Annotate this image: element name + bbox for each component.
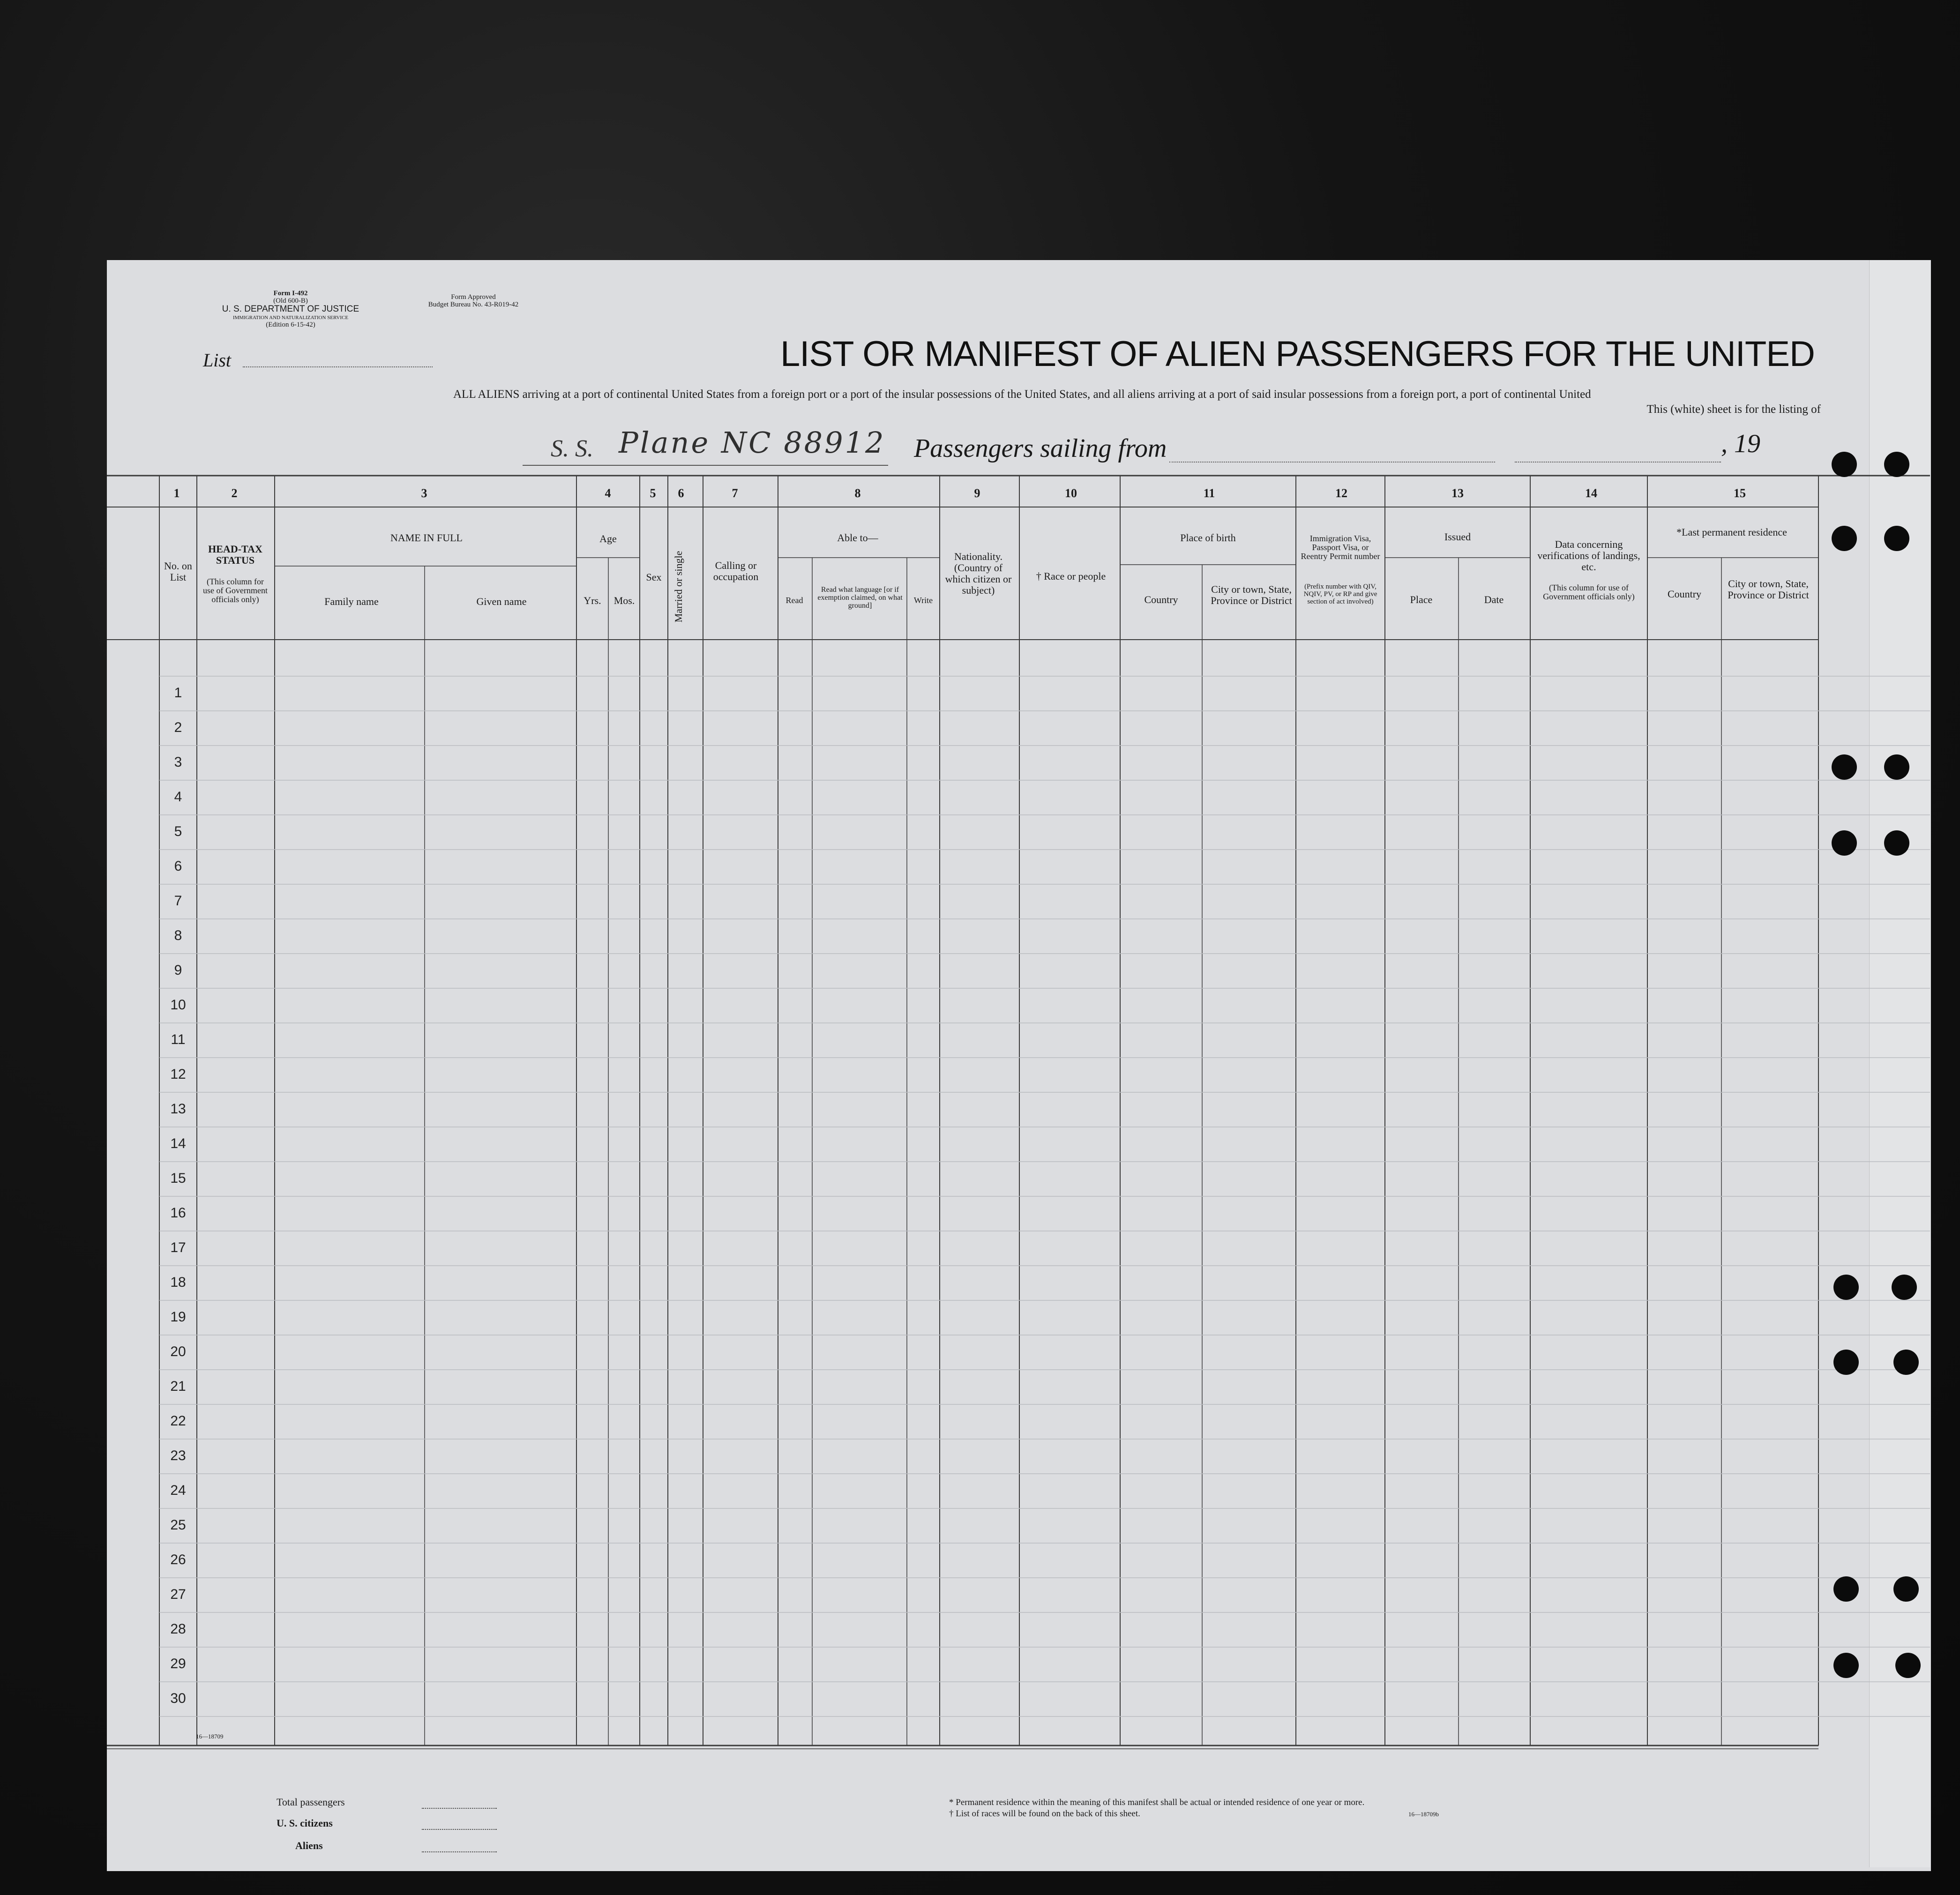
- row-number: 15: [170, 1171, 186, 1186]
- budget-bureau: Budget Bureau No. 43-R019-42: [428, 301, 519, 308]
- column-number-15: 15: [1734, 486, 1746, 500]
- subtitle-line-1: ALL ALIENS arriving at a port of continental United States from a foreign port or a port of the insular possessions of the United States, and all aliens arriving at a port of said insular possessions from a foreign port, a port of continental United: [453, 388, 1591, 401]
- column-number-7: 7: [732, 486, 738, 500]
- row-number: 16: [170, 1205, 186, 1221]
- row-number: 27: [170, 1587, 186, 1602]
- punch-hole: [1833, 1350, 1859, 1375]
- punch-hole: [1884, 452, 1909, 477]
- punch-hole: [1892, 1275, 1917, 1300]
- punch-hole: [1832, 754, 1857, 780]
- punch-hole: [1893, 1576, 1919, 1602]
- header-visa-note: (Prefix number with QIV, NQIV, PV, or RP and give section of act involved): [1303, 583, 1377, 605]
- row-number: 26: [170, 1552, 186, 1567]
- row-number: 23: [170, 1448, 186, 1463]
- column-number-6: 6: [678, 486, 684, 500]
- header-age-years: Yrs.: [584, 595, 601, 606]
- header-name-in-full: NAME IN FULL: [390, 532, 463, 544]
- aliens-label: Aliens: [295, 1840, 323, 1851]
- us-citizens-label: U. S. citizens: [277, 1817, 333, 1829]
- row-number: 21: [170, 1379, 186, 1394]
- punch-hole: [1884, 830, 1909, 856]
- column-number-5: 5: [650, 486, 656, 500]
- service-name: IMMIGRATION AND NATURALIZATION SERVICE: [232, 315, 349, 321]
- column-number-2: 2: [231, 486, 238, 500]
- column-number-11: 11: [1203, 486, 1215, 500]
- column-number-9: 9: [974, 486, 980, 500]
- column-number-3: 3: [421, 486, 427, 500]
- row-number: 9: [174, 962, 182, 978]
- old-form-number: (Old 600-B): [273, 297, 308, 305]
- header-residence-city: City or town, State, Province or District: [1728, 578, 1809, 601]
- header-married-or-single: Married or single: [673, 551, 684, 623]
- punch-hole: [1884, 754, 1909, 780]
- aliens-field[interactable]: [422, 1851, 497, 1852]
- page-title: LIST OR MANIFEST OF ALIEN PASSENGERS FOR THE UNITED: [780, 334, 1815, 374]
- row-number: 14: [170, 1136, 186, 1151]
- row-number: 22: [170, 1413, 186, 1429]
- printer-mark-footer: 16—18709b: [1408, 1811, 1439, 1818]
- column-number-1: 1: [173, 486, 180, 500]
- header-read-what-language: Read what language [or if exemption claimed, on what ground]: [817, 586, 903, 610]
- header-no-on-list: No. on List: [164, 560, 192, 583]
- row-number: 2: [174, 720, 182, 735]
- header-issued-date: Date: [1484, 594, 1504, 605]
- row-number: 4: [174, 789, 182, 805]
- row-number: 17: [170, 1240, 186, 1255]
- footnote-races: † List of races will be found on the back of this sheet.: [949, 1809, 1140, 1819]
- total-passengers-label: Total passengers: [277, 1796, 345, 1808]
- punch-hole: [1833, 1653, 1859, 1678]
- sailing-from-label: Passengers sailing from: [914, 434, 1167, 463]
- row-number: 30: [170, 1691, 186, 1706]
- header-birth-city: City or town, State, Province or District: [1211, 583, 1292, 606]
- row-number: 24: [170, 1483, 186, 1498]
- punch-hole: [1895, 1653, 1921, 1678]
- punch-hole: [1832, 452, 1857, 477]
- footnote-permanent-residence: * Permanent residence within the meaning of this manifest shall be actual or intended residence of one year or more.: [949, 1798, 1365, 1807]
- row-number: 6: [174, 858, 182, 874]
- row-number: 11: [171, 1032, 186, 1047]
- header-read: Read: [785, 596, 803, 605]
- column-number-4: 4: [605, 486, 611, 500]
- vessel-name-handwritten[interactable]: Plane NC 88912: [619, 425, 886, 460]
- row-number: 7: [174, 893, 182, 909]
- header-head-tax: HEAD-TAX STATUS: [208, 543, 262, 566]
- column-number-12: 12: [1335, 486, 1347, 500]
- header-sex: Sex: [646, 571, 662, 583]
- subtitle-line-2: This (white) sheet is for the listing of: [1646, 403, 1821, 416]
- form-number: Form I-492: [273, 290, 308, 297]
- row-number: 10: [170, 997, 186, 1013]
- punch-hole: [1833, 1576, 1859, 1602]
- printer-mark: 16—18709: [196, 1733, 224, 1740]
- header-birth-country: Country: [1144, 594, 1178, 605]
- row-number: 29: [170, 1656, 186, 1671]
- department-name: U. S. DEPARTMENT OF JUSTICE: [222, 304, 359, 314]
- column-number-13: 13: [1451, 486, 1464, 500]
- row-number: 1: [174, 685, 182, 701]
- row-number: 25: [170, 1517, 186, 1533]
- header-issued-place: Place: [1410, 594, 1433, 605]
- header-calling: Calling or occupation: [713, 560, 759, 582]
- punch-hole: [1893, 1350, 1919, 1375]
- header-data-note: (This column for use of Government officials only): [1543, 583, 1635, 601]
- ss-label: S. S.: [551, 435, 593, 462]
- header-visa-number: Immigration Visa, Passport Visa, or Reentry Permit number: [1301, 534, 1380, 561]
- header-place-of-birth: Place of birth: [1180, 532, 1236, 544]
- header-residence-country: Country: [1667, 588, 1702, 600]
- header-write: Write: [913, 596, 933, 605]
- header-family-name: Family name: [324, 596, 379, 607]
- us-citizens-field[interactable]: [422, 1829, 497, 1830]
- punch-hole: [1833, 1275, 1859, 1300]
- total-passengers-field[interactable]: [422, 1808, 497, 1809]
- row-number: 8: [174, 928, 182, 943]
- list-label: List: [203, 350, 232, 371]
- column-number-10: 10: [1065, 486, 1077, 500]
- row-number: 19: [170, 1309, 186, 1325]
- header-race: † Race or people: [1036, 570, 1106, 582]
- header-nationality: Nationality. (Country of which citizen or subject): [945, 551, 1012, 596]
- header-given-name: Given name: [476, 596, 527, 607]
- punch-hole: [1832, 830, 1857, 856]
- header-issued: Issued: [1444, 531, 1471, 543]
- punch-hole: [1884, 526, 1909, 551]
- punch-hole: [1832, 526, 1857, 551]
- row-number: 20: [170, 1344, 186, 1359]
- row-number: 18: [170, 1275, 186, 1290]
- row-number: 3: [174, 754, 182, 770]
- row-number: 13: [170, 1101, 186, 1117]
- header-age-months: Mos.: [613, 595, 635, 606]
- header-head-tax-note: (This column for use of Government officials only): [203, 577, 268, 604]
- row-number: 5: [174, 824, 182, 839]
- column-number-14: 14: [1585, 486, 1597, 500]
- header-last-residence: *Last permanent residence: [1676, 526, 1787, 538]
- form-edition: (Edition 6-15-42): [266, 321, 315, 328]
- column-number-8: 8: [854, 486, 861, 500]
- header-age: Age: [599, 533, 617, 545]
- row-number: 12: [170, 1067, 186, 1082]
- form-approved: Form Approved: [451, 293, 496, 301]
- row-number: 28: [170, 1621, 186, 1637]
- year-label: , 19: [1721, 429, 1760, 458]
- header-able-to: Able to—: [837, 532, 878, 544]
- header-data-concerning: Data concerning verifications of landings, etc.: [1537, 538, 1640, 573]
